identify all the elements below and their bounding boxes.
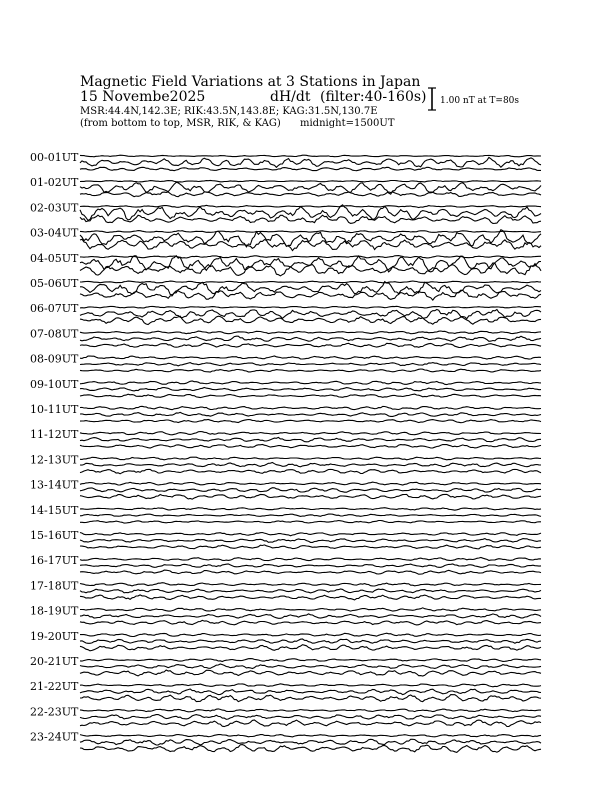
trace-kag <box>80 684 541 687</box>
hour-label: 06-07UT <box>30 302 79 316</box>
trace-kag <box>80 457 541 460</box>
trace-rik <box>80 614 541 618</box>
hour-label: 00-01UT <box>30 151 79 164</box>
hour-label: 20-21UT <box>30 655 79 668</box>
trace-msr <box>80 645 541 651</box>
trace-rik <box>80 639 541 643</box>
trace-msr <box>80 445 541 449</box>
trace-kag <box>80 381 541 385</box>
order-label: (from bottom to top, MSR, RIK, & KAG) <box>80 118 281 129</box>
hour-label: 17-18UT <box>30 579 79 593</box>
hour-label: 23-24UT <box>30 730 79 744</box>
hour-label: 10-11UT <box>30 403 79 416</box>
trace-msr <box>80 745 541 753</box>
scale-label: 1.00 nT at T=80s <box>440 96 520 106</box>
hour-label: 09-10UT <box>30 377 79 391</box>
hour-labels <box>30 151 79 744</box>
trace-kag <box>80 583 541 586</box>
trace-kag <box>80 205 541 207</box>
hour-label: 21-22UT <box>30 680 79 694</box>
hour-label: 12-13UT <box>30 453 79 467</box>
trace-kag <box>80 533 541 536</box>
hour-label: 04-05UT <box>30 251 79 265</box>
trace-msr <box>80 720 541 727</box>
trace-msr <box>80 290 541 300</box>
hour-label: 05-06UT <box>30 277 79 290</box>
trace-msr <box>80 595 541 600</box>
trace-msr <box>80 545 541 549</box>
trace-rik <box>80 363 541 366</box>
trace-rik <box>80 539 541 543</box>
trace-rik <box>80 664 541 669</box>
trace-kag <box>80 406 541 409</box>
trace-rik <box>80 205 541 221</box>
trace-msr <box>80 420 541 423</box>
trace-rik <box>80 514 541 516</box>
trace-msr <box>80 343 541 347</box>
trace-rik <box>80 488 541 493</box>
trace-kag <box>80 709 541 712</box>
scale-bar <box>428 88 436 110</box>
trace-kag <box>80 633 541 636</box>
trace-msr <box>80 316 541 324</box>
trace-kag <box>80 155 541 157</box>
trace-rik <box>80 157 541 167</box>
trace-msr <box>80 192 541 197</box>
trace-msr <box>80 394 541 398</box>
trace-msr <box>80 167 541 170</box>
trace-msr <box>80 521 541 524</box>
trace-kag <box>80 331 541 334</box>
trace-rik <box>80 412 541 416</box>
hour-label: 14-15UT <box>30 503 79 517</box>
trace-kag <box>80 608 541 611</box>
stations-label: MSR:44.4N,142.3E; RIK:43.5N,143.8E; KAG:31.5N,130.7E <box>80 106 378 117</box>
trace-rik <box>80 282 541 295</box>
trace-kag <box>80 356 541 359</box>
trace-group <box>80 155 541 752</box>
trace-kag <box>80 281 541 283</box>
hour-label: 11-12UT <box>30 428 79 442</box>
filter-label: (filter:40-160s) <box>320 89 427 105</box>
trace-msr <box>80 469 541 473</box>
hour-label: 13-14UT <box>30 478 79 492</box>
hour-label: 08-09UT <box>30 352 79 366</box>
trace-kag <box>80 735 541 737</box>
trace-msr <box>80 620 541 625</box>
hour-label: 18-19UT <box>30 604 79 618</box>
trace-kag <box>80 482 541 485</box>
trace-kag <box>80 432 541 435</box>
trace-kag <box>80 508 541 511</box>
midnight-label: midnight=1500UT <box>300 118 395 129</box>
hour-label: 16-17UT <box>30 554 79 568</box>
trace-msr <box>80 695 541 702</box>
trace-msr <box>80 570 541 574</box>
hour-label: 01-02UT <box>30 176 79 190</box>
trace-rik <box>80 564 541 567</box>
trace-rik <box>80 689 541 695</box>
trace-rik <box>80 437 541 441</box>
hour-label: 02-03UT <box>30 201 79 215</box>
trace-rik <box>80 715 541 720</box>
chart-title: Magnetic Field Variations at 3 Stations in Japan <box>80 74 421 90</box>
trace-kag <box>80 306 541 308</box>
trace-kag <box>80 256 541 258</box>
trace-msr <box>80 670 541 676</box>
trace-kag <box>80 180 541 182</box>
date-label: 15 Novembe2025 <box>80 89 206 105</box>
trace-rik <box>80 589 541 593</box>
hour-label: 15-16UT <box>30 529 79 542</box>
hour-label: 19-20UT <box>30 629 79 643</box>
hour-label: 22-23UT <box>30 705 79 719</box>
trace-rik <box>80 182 541 194</box>
trace-rik <box>80 336 541 341</box>
trace-rik <box>80 310 541 319</box>
trace-kag <box>80 558 541 561</box>
trace-rik <box>80 463 541 467</box>
trace-rik <box>80 739 541 745</box>
hour-label: 07-08UT <box>30 327 79 341</box>
trace-msr <box>80 494 541 499</box>
trace-kag <box>80 231 541 233</box>
trace-msr <box>80 369 541 372</box>
trace-rik <box>80 388 541 391</box>
quantity-label: dH/dt <box>270 89 311 105</box>
trace-kag <box>80 659 541 662</box>
hour-label: 03-04UT <box>30 226 79 240</box>
